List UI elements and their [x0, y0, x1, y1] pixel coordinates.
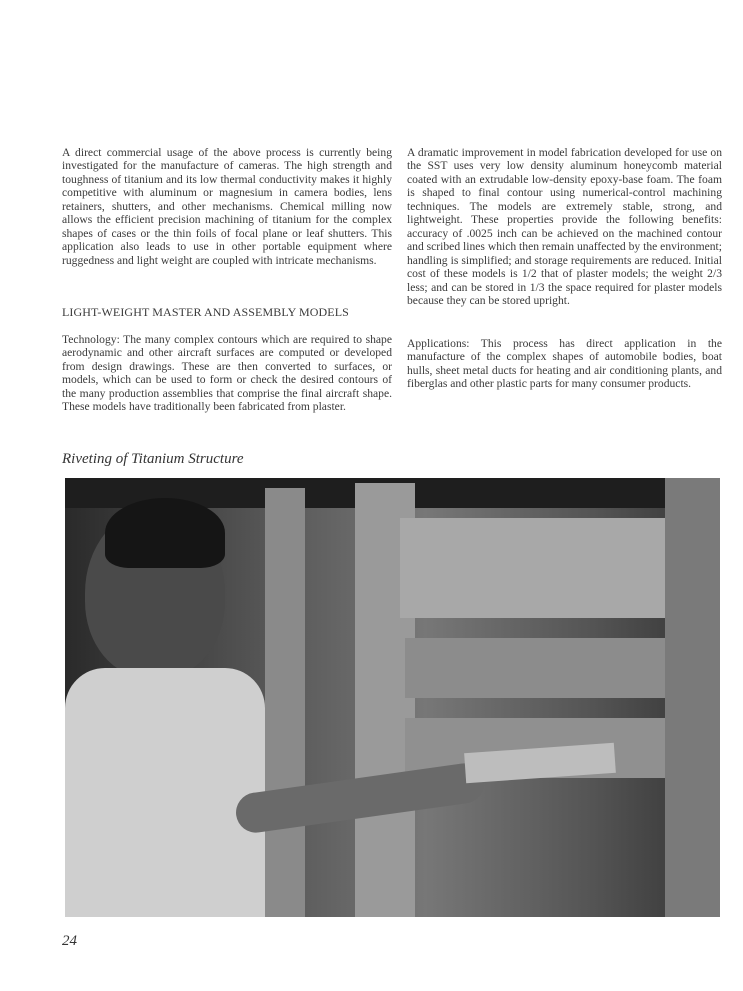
right-column-improvement	[407, 146, 722, 307]
paragraph-technology: Technology: The many complex contours which are required to shape aerodynamic and other aircraft surfaces are computed or developed from design drawings. These are then converted to surfaces, or models, which can be used to form or check the desired contours of the many production assemblies that comprise the final aircraft shape. These models have traditionally been fabricated from plaster.	[62, 333, 392, 414]
left-column-technology	[62, 333, 392, 414]
photo-riveting-titanium	[65, 478, 720, 917]
paragraph-improvement: A dramatic improvement in model fabrication developed for use on the SST uses very low density aluminum honeycomb material coated with an extrudable low-density epoxy-base foam. The foam is shaped to final contour using numerical-control machining techniques. The models are extremely stable, strong, and lightweight. These properties provide the following benefits: accuracy of .0025 inch can be achieved on the machined contour and scribed lines which then remain unaffected by the environment; handling is simplified; and storage requirements are reduced. Initial cost of these models is 1/2 that of plaster models; the weight 2/3 less; and can be stored in 1/3 the space required for plaster models because they can be stored upright.	[407, 146, 722, 307]
page-number: 24	[62, 933, 77, 949]
right-column-applications	[407, 337, 722, 391]
paragraph-cameras: A direct commercial usage of the above process is currently being investigated for the manufacture of cameras. The high strength and toughness of titanium and its low thermal conductivity makes it highly competitive with aluminum or magnesium in camera bodies, lens retainers, shutters, and other mechanisms. Chemical milling now allows the efficient precision machining of titanium for the complex shapes of cases or the thin foils of focal plane or leaf shutters. This application also leads to use in other portable equipment where ruggedness and light weight are coupled with intricate mechanisms.	[62, 146, 392, 267]
paragraph-applications: Applications: This process has direct application in the manufacture of the complex shapes of automobile bodies, boat hulls, sheet metal ducts for heating and air conditioning plants, and fiberglas and other plastic parts for many consumer products.	[407, 337, 722, 391]
photo-caption: Riveting of Titanium Structure	[62, 451, 244, 467]
section-heading: LIGHT-WEIGHT MASTER AND ASSEMBLY MODELS	[62, 305, 349, 319]
left-column-intro	[62, 146, 392, 267]
